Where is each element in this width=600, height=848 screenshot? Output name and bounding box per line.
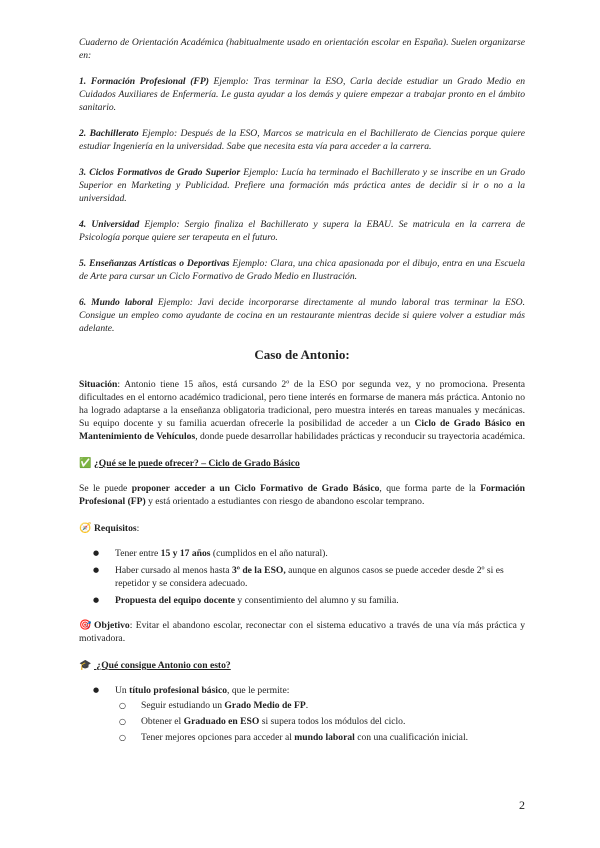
ach-text-c: , que le permite: (227, 685, 290, 696)
offer-paragraph (79, 482, 525, 508)
offer-text-3: , que forma parte de la (379, 483, 481, 494)
req-1-text-a: Tener entre (115, 548, 161, 559)
offer-text-4: y está orientado a estudiantes con riesgo de abandono escolar temprano. (145, 496, 425, 507)
objective-text: : Evitar el abandono escolar, reconectar con el sistema educativo a través de una vía más práctica y motivadora. (79, 620, 525, 644)
requirements-colon: : (136, 523, 140, 534)
check-icon: ✅ (79, 458, 92, 469)
option-5-title-text: Enseñanzas Artísticas o Deportivas (89, 258, 230, 269)
option-3-title-text: Ciclos Formativos de Grado Superior (89, 167, 241, 178)
req-1-bold: 15 y 17 años (160, 548, 211, 559)
option-3-number: 3. (79, 167, 87, 178)
option-5-number: 5. (79, 258, 87, 269)
option-6-text: Ejemplo: Javi decide incorporarse directamente al mundo laboral tras terminar la ESO. Consigue un empleo como ayudante de cocina en un restaurante mientras decide si quiere volver a estudiar más adelante. (79, 297, 525, 334)
offer-bold-1: proponer (131, 483, 170, 494)
option-3-title (79, 167, 240, 178)
ach-text-a: Un (115, 685, 130, 696)
requirements-heading (79, 522, 525, 535)
offer-bold-3: Formación Profesional (FP) (79, 483, 526, 507)
option-1-title-text: Formación Profesional (FP) (90, 76, 209, 87)
option-5-text: Ejemplo: Clara, una chica apasionada por el dibujo, entra en una Escuela de Arte para cursar un Ciclo Formativo de Grado Medio en Ilustración. (79, 258, 525, 282)
option-6-number: 6. (79, 297, 87, 308)
option-1-number: 1. (79, 76, 87, 87)
option-4-number: 4. (79, 219, 87, 230)
objective-paragraph (79, 619, 525, 645)
sub-2-text-c: si supera todos los módulos del ciclo. (259, 716, 406, 727)
offer-heading-text: ¿Qué se le puede ofrecer? – Ciclo de Grado Básico (94, 458, 300, 469)
page-number: 2 (519, 798, 525, 812)
sub-1-bold: Grado Medio de FP (224, 700, 306, 711)
option-2-title-text: Bachillerato (89, 128, 139, 139)
situation-program: Ciclo de Grado Básico en Mantenimiento de Vehículos (79, 418, 525, 442)
intro-paragraph: Cuaderno de Orientación Académica (habitualmente usado en orientación escolar en España). Suelen organizarse en: (79, 37, 525, 61)
situation-paragraph (79, 378, 525, 443)
objective-label: Objetivo (94, 620, 130, 631)
sub-1-text-a: Seguir estudiando un (141, 700, 225, 711)
sub-2-bold: Graduado en ESO (183, 716, 260, 727)
requirements-list (79, 547, 525, 607)
sub-2-text-a: Obtener el (141, 716, 184, 727)
list-item (115, 594, 525, 607)
sub-1-text-c: . (305, 700, 309, 711)
offer-heading (79, 457, 525, 470)
option-4-title-text: Universidad (91, 219, 140, 230)
page-content (79, 36, 525, 756)
option-1-title (79, 76, 209, 87)
graduation-cap-icon: 🎓 (79, 660, 92, 671)
sub-3-text-a: Tener mejores opciones para acceder al (141, 732, 295, 743)
option-5-title (79, 258, 230, 269)
compass-icon: 🧭 (79, 523, 92, 534)
req-2-text-a: Haber cursado al menos hasta (115, 565, 232, 576)
case-title: Caso de Antonio: (254, 347, 350, 362)
option-2-title (79, 128, 139, 139)
achievement-heading-text: ¿Qué consigue Antonio con esto? (94, 660, 231, 671)
option-1-text: Ejemplo: Tras terminar la ESO, Carla decide estudiar un Grado Medio en Cuidados Auxiliares de Enfermería. Le gusta ayudar a los demás y quiere empezar a trabajar pronto en el ámbito sanitario. (79, 76, 526, 113)
option-3 (79, 166, 525, 205)
option-4 (79, 218, 525, 244)
req-2-bold: 3º de la ESO, (231, 565, 286, 576)
req-3-bold: Propuesta del equipo docente (115, 595, 236, 606)
offer-bold-2: acceder a un Ciclo Formativo de Grado Básico (174, 483, 380, 494)
situation-text-2: , donde puede desarrollar habilidades prácticas y reconducir su trayectoria académica. (195, 431, 525, 442)
sub-3-text-c: con una cualificación inicial. (354, 732, 469, 743)
option-2-text: Ejemplo: Después de la ESO, Marcos se matricula en el Bachillerato de Ciencias porque quiere estudiar Ingeniería en la universidad. Sabe que necesita esta vía para acceder a la carrera. (79, 128, 525, 152)
sub-3-bold: mundo laboral (294, 732, 355, 743)
list-item (141, 699, 525, 712)
option-1 (79, 75, 525, 114)
situation-label: Situación (79, 379, 118, 390)
option-6 (79, 296, 525, 335)
target-icon: 🎯 (79, 620, 92, 631)
list-item (115, 564, 525, 590)
req-3-text-c: y consentimiento del alumno y su familia. (235, 595, 399, 606)
achievement-list (79, 684, 525, 744)
achievement-heading (79, 659, 525, 672)
list-item (141, 715, 525, 728)
option-2-number: 2. (79, 128, 87, 139)
ach-bold: título profesional básico (129, 685, 228, 696)
option-3-text: Ejemplo: Lucía ha terminado el Bachillerato y se inscribe en un Grado Superior en Marketing y Publicidad. Prefiere una formación más práctica antes de decidir si ir o no a la universidad. (79, 167, 525, 204)
option-4-text: Ejemplo: Sergio finaliza el Bachillerato y supera la EBAU. Se matricula en la carrera de Psicología porque quiere ser terapeuta en el futuro. (79, 219, 525, 243)
achievement-sublist (115, 699, 525, 744)
option-4-title (79, 219, 139, 230)
situation-text-1: : Antonio tiene 15 años, está cursando 2º de la ESO por segunda vez, y no promociona. Presenta dificultades en el entorno académico tradicional, pero tiene interés en formarse de manera más práctica. Antonio no ha logrado adaptarse a la enseñanza obligatoria tradicional, pero muestra interés en tareas manuales y mecánicas. Su equipo docente y su familia acuerdan ofrecerle la posibilidad de acceder a un (79, 379, 525, 429)
req-1-text-c: (cumplidos en el año natural). (210, 548, 328, 559)
req-2-text-c: aunque en algunos casos se puede acceder desde 2º si es repetidor y se considera adecuado. (115, 565, 504, 589)
option-2 (79, 127, 525, 153)
option-5 (79, 257, 525, 283)
list-item (141, 731, 525, 744)
options-list (79, 36, 525, 335)
list-item (115, 684, 525, 744)
option-6-title-text: Mundo laboral (91, 297, 153, 308)
option-6-title (79, 297, 153, 308)
list-item (115, 547, 525, 560)
requirements-heading-text: Requisitos (94, 523, 137, 534)
offer-text-1: Se le puede (79, 483, 132, 494)
